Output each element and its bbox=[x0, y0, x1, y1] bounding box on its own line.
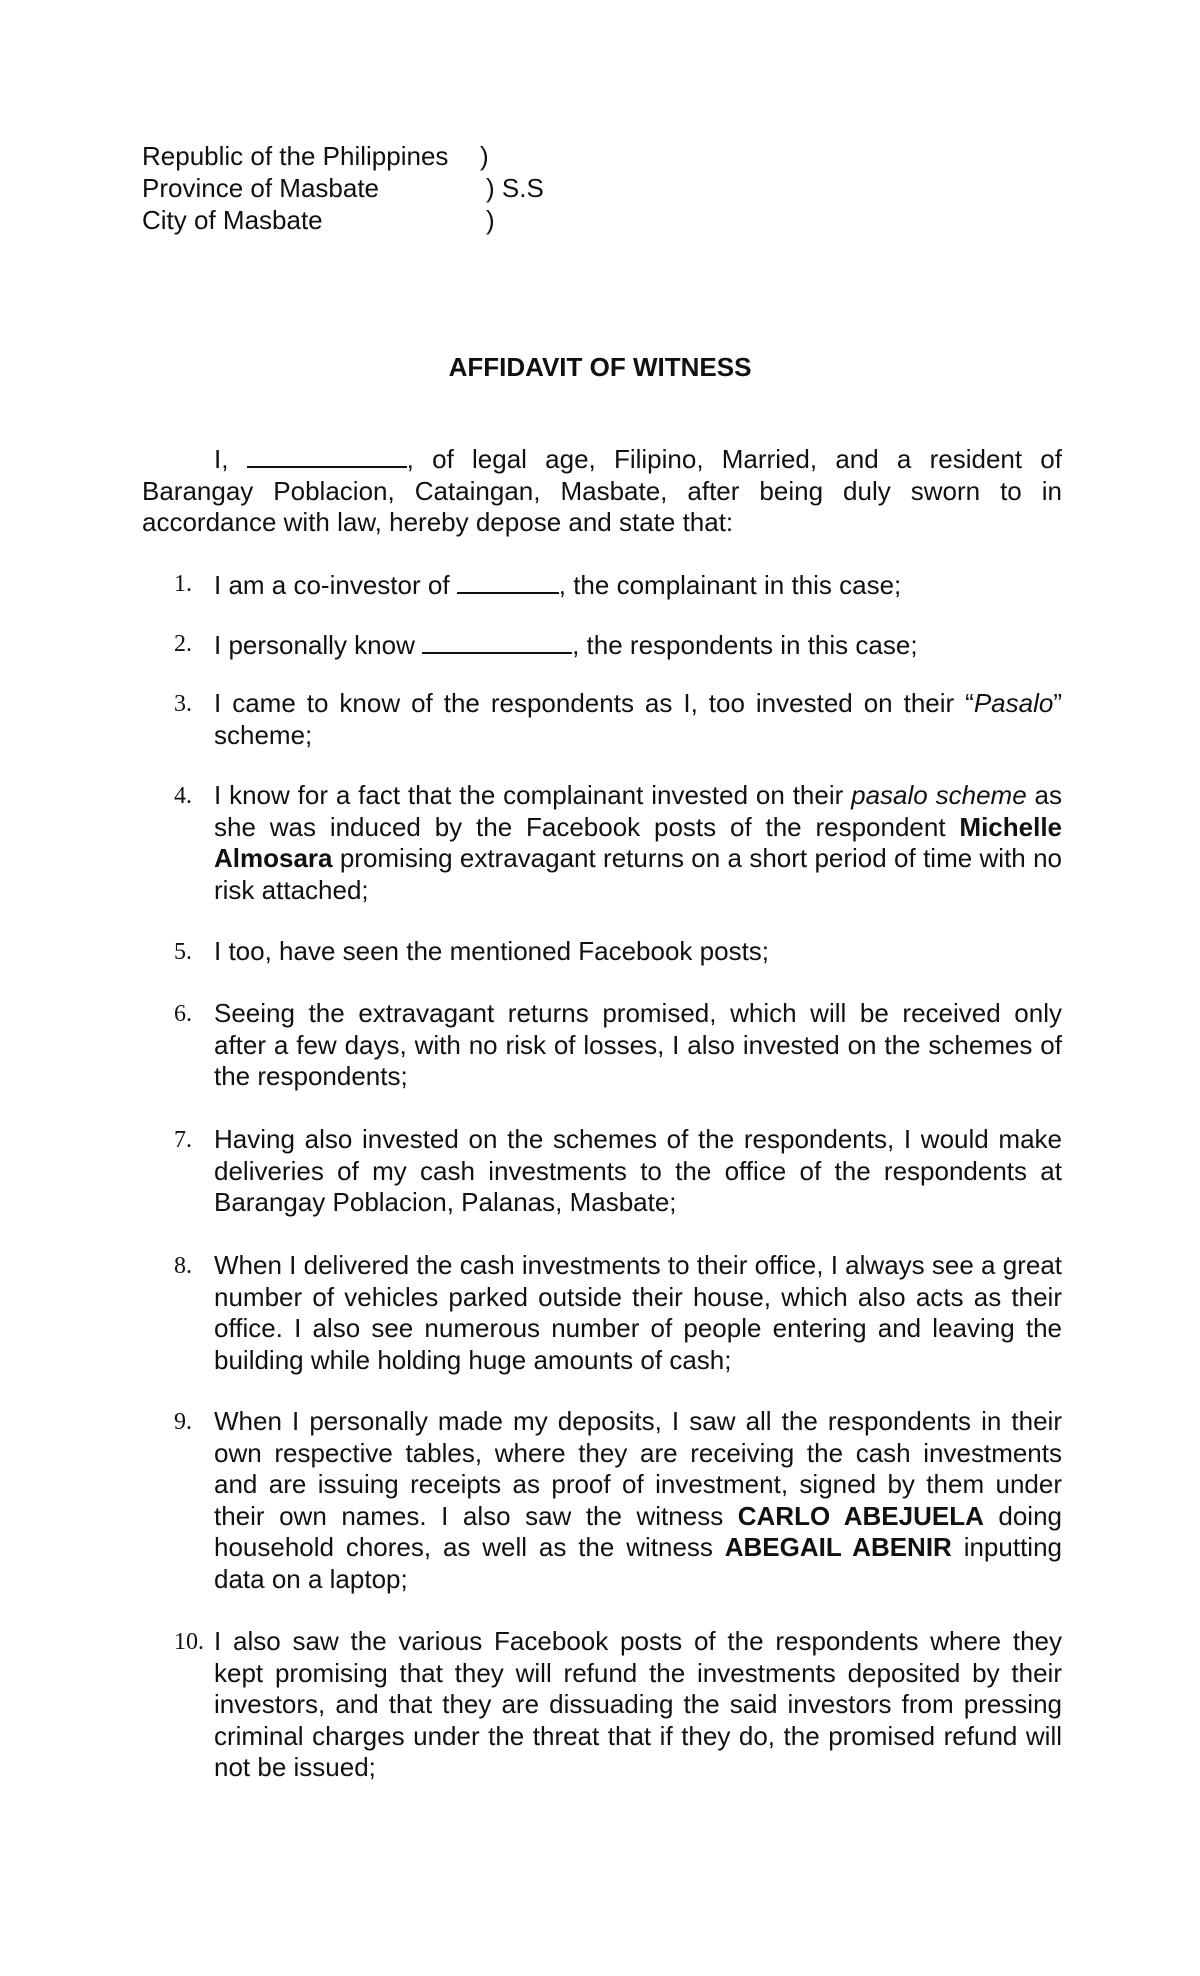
document-title: AFFIDAVIT OF WITNESS bbox=[448, 352, 752, 382]
respondents-name-blank bbox=[422, 628, 572, 654]
complainant-name-blank bbox=[457, 568, 559, 594]
intro-paragraph: I, , of legal age, Filipino, Married, and a resident of Barangay Poblacion, Cataingan, Masbate, after being duly sworn to in accordance with law, hereby depose and state that: bbox=[142, 444, 1062, 537]
affidavit-page: Republic of the Philippines ) Province of Masbate ) S.S City of Masbate ) AFFIDAVIT OF WITNESS I, , of legal age, Filipino, Married, and a resident of Barangay Poblacion, Cataingan, Masbate, after being duly sworn to in accordance with law, hereby depose and state that: 1. I am a co-investor of , the complainant in this case; 2. I personally know , the respondents in this case; 3. I came to know of the respondents as I, too invested on their “Pasalo” scheme; 4. I know for a fact that the complainant invested on their pasalo scheme as she was induced by the Facebook posts of the respondent Michelle Almosara promising extravagant returns on a short period of time with no risk attached; 5. I too, have seen the mentioned Facebook posts; 6. Seeing the extravagant returns promised, which will be received only after a few days, with no risk of losses, I also invested on the schemes of the respondents; 7. Having also invested on the schemes of the respondents, I would make deliveries of my cash investments to the office of the respondents at Barangay Poblacion, Palanas, Masbate; 8. When I delivered the cash investments to their office, I always see a great number of vehicles parked outside their house, which also acts as their office. I also see numerous number of people entering and leaving the building while holding huge amounts of cash; 9. When I personally made my deposits, I saw all the respondents in their own respective tables, where they are receiving the cash investments and are issuing receipts as proof of investment, signed by them under their own names. I also saw the witness CARLO ABEJUELA doing household chores, as well as the witness ABEGAIL ABENIR inputting data on a laptop; 10. I also saw the various Facebook posts of the respondents where they kept promising that they will refund the investments deposited by their investors, and that they are dissuading the said investors from pressing criminal charges under the threat that if they do, the promised refund will not be issued; bbox=[0, 0, 1200, 1976]
venue-block bbox=[142, 140, 544, 236]
affiant-name-blank bbox=[247, 442, 407, 468]
venue-line-city: City of Masbate ) bbox=[142, 205, 495, 235]
venue-line-province: Province of Masbate ) S.S bbox=[142, 173, 544, 203]
venue-line-republic: Republic of the Philippines ) bbox=[142, 141, 489, 171]
